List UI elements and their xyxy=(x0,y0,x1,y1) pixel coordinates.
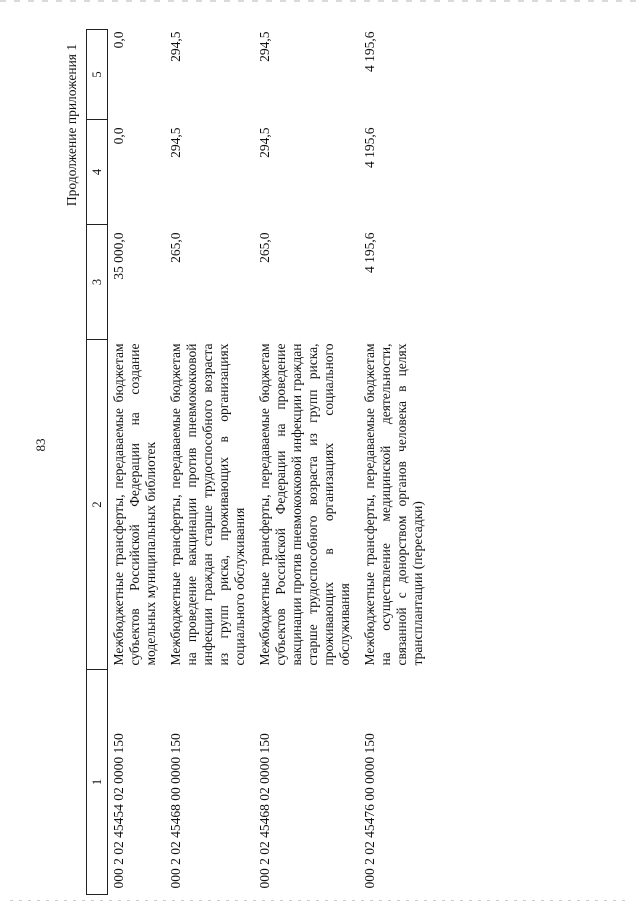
header-col-3: 3 xyxy=(87,225,108,340)
value-col-3: 265,0 xyxy=(257,232,272,263)
value-col-4: 294,5 xyxy=(168,127,183,158)
budget-table xyxy=(86,29,432,895)
header-col-5: 5 xyxy=(87,30,108,120)
header-col-4: 4 xyxy=(87,120,108,225)
budget-code: 000 2 02 45476 00 0000 150 xyxy=(362,733,377,889)
table-row xyxy=(359,30,432,895)
value-col-5: 0,0 xyxy=(111,31,126,49)
value-col-4: 294,5 xyxy=(257,127,272,158)
description: Межбюджетные трансферты, передаваемые бюджетам на осуществление медицинской деятельности, связанной с донорством органов человека в целях трансплантации (пересадки) xyxy=(362,343,425,666)
value-col-5: 4 195,6 xyxy=(362,31,377,72)
description: Межбюджетные трансферты, передаваемые бюджетам субъектов Российской Федерации на создание модельных муниципальных библиотек xyxy=(111,343,158,666)
table-row xyxy=(165,30,254,895)
value-col-3: 35 000,0 xyxy=(111,232,126,280)
header-col-2: 2 xyxy=(87,340,108,670)
continuation-note: Продолжение приложения 1 xyxy=(64,43,79,207)
value-col-4: 4 195,6 xyxy=(362,127,377,168)
budget-table-container xyxy=(86,30,606,895)
table-header-row xyxy=(87,30,108,895)
value-col-5: 294,5 xyxy=(168,31,183,62)
value-col-4: 0,0 xyxy=(111,127,126,145)
table-row xyxy=(108,30,166,895)
page-number: 83 xyxy=(33,438,48,452)
table-row xyxy=(254,30,359,895)
budget-code: 000 2 02 45468 00 0000 150 xyxy=(168,733,183,889)
scan-bottom-edge xyxy=(10,900,630,901)
scan-edge xyxy=(0,0,640,2)
budget-code: 000 2 02 45454 02 0000 150 xyxy=(111,733,126,889)
budget-code: 000 2 02 45468 02 0000 150 xyxy=(257,733,272,889)
value-col-5: 294,5 xyxy=(257,31,272,62)
value-col-3: 265,0 xyxy=(168,232,183,263)
description: Межбюджетные трансферты, передаваемые бюджетам на проведение вакцинации против пневмококковой инфекции граждан старше трудоспособного возраста из групп риска, проживающих в организациях социального обслуживания xyxy=(168,343,247,666)
value-col-3: 4 195,6 xyxy=(362,232,377,273)
description: Межбюджетные трансферты, передаваемые бюджетам субъектов Российской Федерации на проведение вакцинации против пневмококковой инфекции граждан старше трудоспособного возраста из групп риска, проживающих в организациях социального обслуживания xyxy=(257,343,352,666)
header-col-1: 1 xyxy=(87,670,108,895)
